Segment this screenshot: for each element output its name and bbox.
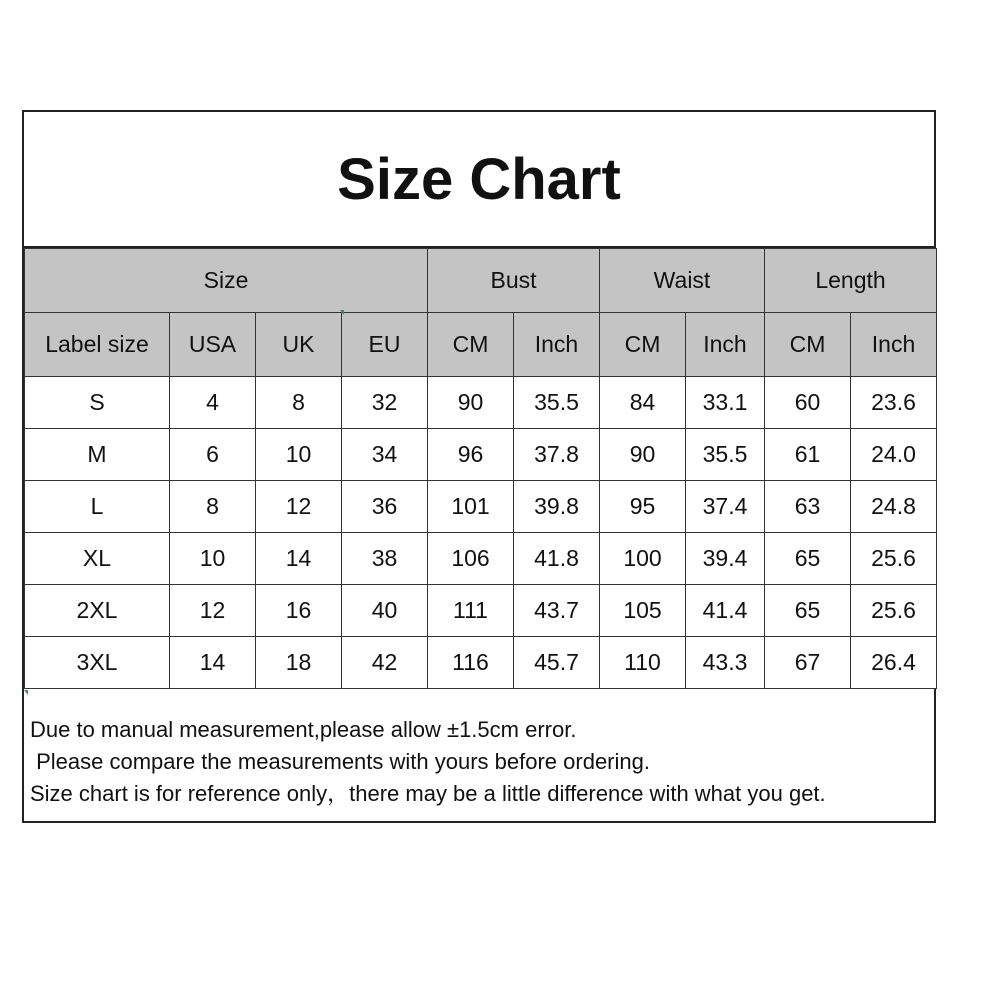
size-table [24, 248, 937, 689]
column-header: CM [765, 313, 851, 377]
table-cell: 67 [765, 637, 851, 689]
table-cell: 41.8 [514, 533, 600, 585]
table-cell: 37.4 [686, 481, 765, 533]
table-cell: 35.5 [686, 429, 765, 481]
table-cell: 90 [428, 377, 514, 429]
table-row [25, 637, 937, 689]
table-cell: 24.0 [851, 429, 937, 481]
column-header: Label size [25, 313, 170, 377]
table-cell: 105 [600, 585, 686, 637]
table-cell: 40 [342, 585, 428, 637]
table-cell: M [25, 429, 170, 481]
table-cell: 33.1 [686, 377, 765, 429]
table-cell: 106 [428, 533, 514, 585]
group-header-row [25, 249, 937, 313]
table-cell: 10 [170, 533, 256, 585]
table-cell: 16 [256, 585, 342, 637]
table-cell: 41.4 [686, 585, 765, 637]
table-cell: 100 [600, 533, 686, 585]
table-cell: 36 [342, 481, 428, 533]
group-header-waist: Waist [600, 249, 765, 313]
table-cell: 6 [170, 429, 256, 481]
table-cell: 8 [170, 481, 256, 533]
table-cell: 45.7 [514, 637, 600, 689]
table-cell: 96 [428, 429, 514, 481]
note-line: Size chart is for reference only，there may be a little difference with what you get. [30, 781, 826, 806]
table-cell: 32 [342, 377, 428, 429]
group-header-bust: Bust [428, 249, 600, 313]
table-cell: 39.8 [514, 481, 600, 533]
table-row [25, 377, 937, 429]
table-cell: 14 [256, 533, 342, 585]
table-cell: L [25, 481, 170, 533]
table-cell: 3XL [25, 637, 170, 689]
table-cell: 14 [170, 637, 256, 689]
table-cell: 12 [256, 481, 342, 533]
note-line: Please compare the measurements with yours before ordering. [30, 749, 650, 774]
sub-header-row [25, 313, 937, 377]
cell-comment-marker [340, 310, 344, 315]
table-cell: 39.4 [686, 533, 765, 585]
table-cell: 8 [256, 377, 342, 429]
table-cell: 18 [256, 637, 342, 689]
table-cell: 24.8 [851, 481, 937, 533]
size-table-body [25, 377, 937, 689]
table-cell: 110 [600, 637, 686, 689]
table-cell: 61 [765, 429, 851, 481]
table-cell: 43.3 [686, 637, 765, 689]
table-cell: 84 [600, 377, 686, 429]
table-cell: 34 [342, 429, 428, 481]
table-cell: 2XL [25, 585, 170, 637]
cell-comment-marker [24, 690, 28, 695]
table-row [25, 585, 937, 637]
table-cell: S [25, 377, 170, 429]
table-cell: 10 [256, 429, 342, 481]
table-cell: 63 [765, 481, 851, 533]
column-header: USA [170, 313, 256, 377]
page-title: Size Chart [24, 112, 934, 248]
table-cell: 4 [170, 377, 256, 429]
table-row [25, 533, 937, 585]
table-cell: 25.6 [851, 533, 937, 585]
column-header: EU [342, 313, 428, 377]
column-header: CM [428, 313, 514, 377]
table-cell: 111 [428, 585, 514, 637]
table-cell: 38 [342, 533, 428, 585]
table-cell: 35.5 [514, 377, 600, 429]
column-header: Inch [686, 313, 765, 377]
table-row [25, 481, 937, 533]
table-cell: 101 [428, 481, 514, 533]
table-cell: 25.6 [851, 585, 937, 637]
column-header: CM [600, 313, 686, 377]
table-cell: 95 [600, 481, 686, 533]
table-cell: 37.8 [514, 429, 600, 481]
table-row [25, 429, 937, 481]
table-cell: 116 [428, 637, 514, 689]
table-cell: 65 [765, 533, 851, 585]
table-cell: 12 [170, 585, 256, 637]
table-cell: 42 [342, 637, 428, 689]
disclaimer-notes [30, 714, 935, 810]
table-cell: 43.7 [514, 585, 600, 637]
table-cell: 65 [765, 585, 851, 637]
group-header-length: Length [765, 249, 937, 313]
table-cell: 26.4 [851, 637, 937, 689]
table-cell: 90 [600, 429, 686, 481]
column-header: Inch [851, 313, 937, 377]
size-chart-sheet [22, 110, 936, 823]
column-header: UK [256, 313, 342, 377]
table-cell: XL [25, 533, 170, 585]
note-line: Due to manual measurement,please allow ±1.5cm error. [30, 717, 577, 742]
group-header-size: Size [25, 249, 428, 313]
column-header: Inch [514, 313, 600, 377]
table-cell: 60 [765, 377, 851, 429]
table-cell: 23.6 [851, 377, 937, 429]
